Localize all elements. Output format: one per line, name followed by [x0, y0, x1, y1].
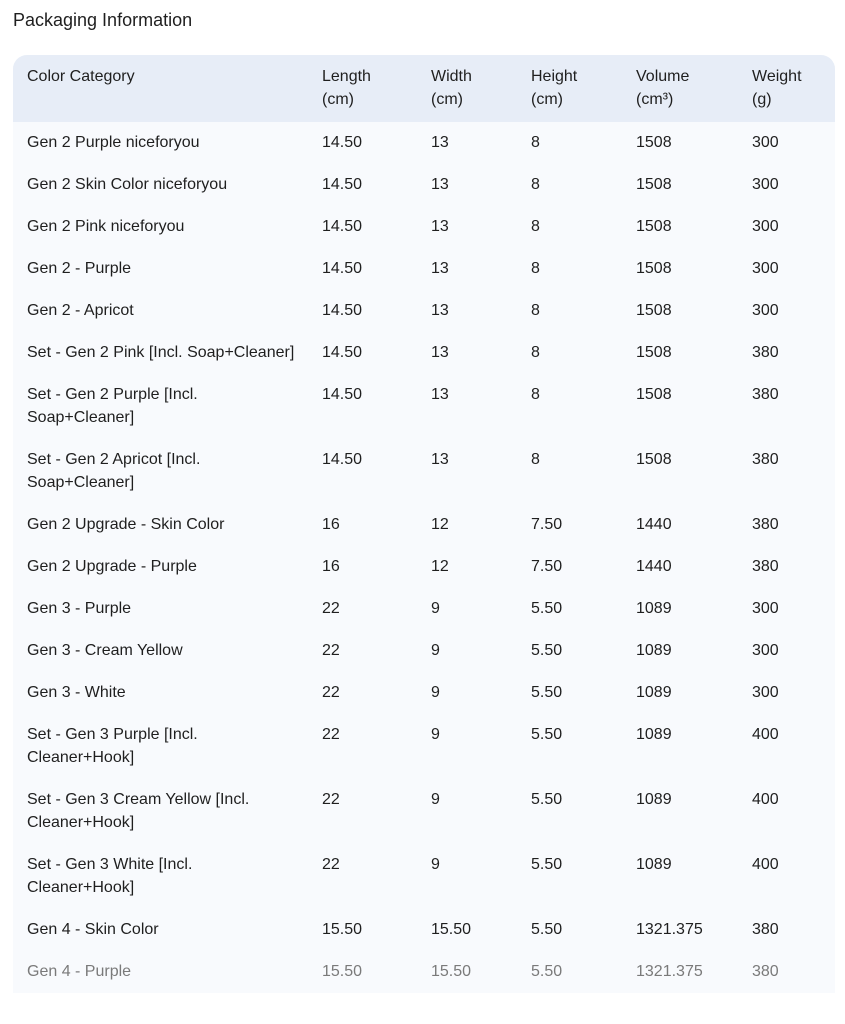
cell-weight: 400 — [752, 791, 779, 808]
cell-volume: 1508 — [636, 260, 672, 277]
cell-color-category: Gen 2 - Apricot — [27, 302, 134, 319]
table-row — [13, 332, 835, 374]
cell-length: 22 — [322, 684, 340, 701]
cell-weight: 300 — [752, 684, 779, 701]
cell-volume: 1440 — [636, 558, 672, 575]
table-row — [13, 779, 835, 844]
cell-volume: 1508 — [636, 176, 672, 193]
table-row — [13, 439, 835, 504]
cell-color-category: Gen 3 - Purple — [27, 600, 132, 617]
cell-length: 22 — [322, 791, 340, 808]
cell-length: 15.50 — [322, 963, 363, 980]
table-row — [13, 630, 835, 672]
cell-height: 8 — [531, 134, 540, 151]
cell-width: 13 — [431, 134, 449, 151]
cell-length: 22 — [322, 600, 340, 617]
cell-weight: 300 — [752, 600, 779, 617]
cell-color-category: Gen 2 Upgrade - Purple — [27, 558, 197, 575]
cell-width: 15.50 — [431, 921, 472, 938]
cell-weight: 400 — [752, 856, 779, 873]
column-header-color-category: Color Category — [27, 68, 135, 85]
table-header — [13, 55, 835, 122]
cell-color-category: Gen 4 - Skin Color — [27, 921, 159, 938]
cell-color-category: Set - Gen 3 Cream Yellow [Incl. Cleaner+Hook] — [27, 791, 250, 831]
table-row — [13, 672, 835, 714]
cell-height: 5.50 — [531, 684, 563, 701]
cell-width: 9 — [431, 856, 440, 873]
cell-volume: 1508 — [636, 134, 672, 151]
cell-height: 5.50 — [531, 642, 563, 659]
table-header-row — [13, 55, 835, 122]
column-header-height: Height (cm) — [531, 68, 578, 108]
cell-length: 14.50 — [322, 386, 363, 403]
cell-length: 14.50 — [322, 134, 363, 151]
cell-weight: 380 — [752, 516, 779, 533]
column-header-weight: Weight (g) — [752, 68, 802, 108]
cell-volume: 1089 — [636, 642, 672, 659]
table-row — [13, 714, 835, 779]
cell-height: 7.50 — [531, 558, 563, 575]
cell-color-category: Gen 2 Purple niceforyou — [27, 134, 200, 151]
cell-width: 15.50 — [431, 963, 472, 980]
cell-length: 22 — [322, 642, 340, 659]
table-row — [13, 248, 835, 290]
cell-length: 14.50 — [322, 302, 363, 319]
cell-weight: 300 — [752, 134, 779, 151]
cell-color-category: Set - Gen 2 Apricot [Incl. Soap+Cleaner] — [27, 451, 201, 491]
cell-width: 9 — [431, 600, 440, 617]
cell-weight: 380 — [752, 451, 779, 468]
cell-length: 14.50 — [322, 451, 363, 468]
column-header-length: Length (cm) — [322, 68, 371, 108]
cell-color-category: Set - Gen 2 Pink [Incl. Soap+Cleaner] — [27, 344, 295, 361]
cell-height: 8 — [531, 386, 540, 403]
cell-color-category: Gen 2 Pink niceforyou — [27, 218, 185, 235]
cell-volume: 1089 — [636, 600, 672, 617]
cell-height: 8 — [531, 302, 540, 319]
table-row — [13, 546, 835, 588]
cell-volume: 1508 — [636, 344, 672, 361]
cell-volume: 1089 — [636, 726, 672, 743]
cell-volume: 1508 — [636, 218, 672, 235]
cell-height: 8 — [531, 451, 540, 468]
table-row — [13, 374, 835, 439]
column-header-width: Width (cm) — [431, 68, 472, 108]
cell-width: 13 — [431, 302, 449, 319]
cell-width: 13 — [431, 176, 449, 193]
table-row — [13, 951, 835, 993]
cell-volume: 1089 — [636, 856, 672, 873]
table-row — [13, 122, 835, 164]
cell-length: 14.50 — [322, 176, 363, 193]
table-row — [13, 844, 835, 909]
cell-length: 14.50 — [322, 260, 363, 277]
table-row — [13, 164, 835, 206]
cell-volume: 1321.375 — [636, 963, 703, 980]
cell-height: 5.50 — [531, 726, 563, 743]
cell-width: 13 — [431, 218, 449, 235]
table-row — [13, 588, 835, 630]
cell-color-category: Set - Gen 2 Purple [Incl. Soap+Cleaner] — [27, 386, 198, 426]
cell-length: 22 — [322, 726, 340, 743]
cell-width: 9 — [431, 726, 440, 743]
cell-volume: 1089 — [636, 791, 672, 808]
cell-height: 5.50 — [531, 600, 563, 617]
cell-weight: 400 — [752, 726, 779, 743]
table-row — [13, 206, 835, 248]
cell-height: 8 — [531, 260, 540, 277]
cell-volume: 1089 — [636, 684, 672, 701]
cell-weight: 380 — [752, 921, 779, 938]
cell-height: 8 — [531, 218, 540, 235]
cell-length: 14.50 — [322, 344, 363, 361]
cell-width: 12 — [431, 558, 449, 575]
packaging-table-container — [13, 55, 835, 993]
cell-width: 13 — [431, 344, 449, 361]
column-header-volume: Volume (cm³) — [636, 68, 690, 108]
cell-color-category: Set - Gen 3 Purple [Incl. Cleaner+Hook] — [27, 726, 198, 766]
cell-width: 12 — [431, 516, 449, 533]
cell-length: 14.50 — [322, 218, 363, 235]
table-row — [13, 909, 835, 951]
cell-weight: 380 — [752, 558, 779, 575]
cell-volume: 1440 — [636, 516, 672, 533]
cell-weight: 380 — [752, 344, 779, 361]
cell-volume: 1508 — [636, 386, 672, 403]
cell-color-category: Gen 4 - Purple — [27, 963, 132, 980]
cell-color-category: Gen 2 Skin Color niceforyou — [27, 176, 228, 193]
cell-length: 15.50 — [322, 921, 363, 938]
cell-width: 13 — [431, 386, 449, 403]
packaging-table — [13, 55, 835, 993]
cell-width: 9 — [431, 791, 440, 808]
cell-color-category: Gen 2 Upgrade - Skin Color — [27, 516, 225, 533]
table-row — [13, 290, 835, 332]
cell-color-category: Gen 2 - Purple — [27, 260, 132, 277]
cell-length: 16 — [322, 516, 340, 533]
cell-color-category: Gen 3 - Cream Yellow — [27, 642, 183, 659]
table-row — [13, 504, 835, 546]
cell-width: 13 — [431, 260, 449, 277]
cell-width: 9 — [431, 684, 440, 701]
cell-height: 8 — [531, 176, 540, 193]
table-body — [13, 122, 835, 993]
cell-length: 16 — [322, 558, 340, 575]
cell-weight: 300 — [752, 176, 779, 193]
cell-weight: 300 — [752, 642, 779, 659]
cell-height: 8 — [531, 344, 540, 361]
cell-width: 13 — [431, 451, 449, 468]
cell-height: 5.50 — [531, 856, 563, 873]
cell-color-category: Gen 3 - White — [27, 684, 126, 701]
cell-color-category: Set - Gen 3 White [Incl. Cleaner+Hook] — [27, 856, 193, 896]
cell-weight: 380 — [752, 963, 779, 980]
cell-height: 5.50 — [531, 963, 563, 980]
cell-height: 5.50 — [531, 921, 563, 938]
cell-weight: 300 — [752, 302, 779, 319]
section-title: Packaging Information — [13, 10, 193, 30]
cell-volume: 1508 — [636, 302, 672, 319]
cell-length: 22 — [322, 856, 340, 873]
cell-width: 9 — [431, 642, 440, 659]
cell-height: 7.50 — [531, 516, 563, 533]
cell-height: 5.50 — [531, 791, 563, 808]
cell-weight: 380 — [752, 386, 779, 403]
cell-volume: 1321.375 — [636, 921, 703, 938]
cell-weight: 300 — [752, 260, 779, 277]
cell-weight: 300 — [752, 218, 779, 235]
cell-volume: 1508 — [636, 451, 672, 468]
